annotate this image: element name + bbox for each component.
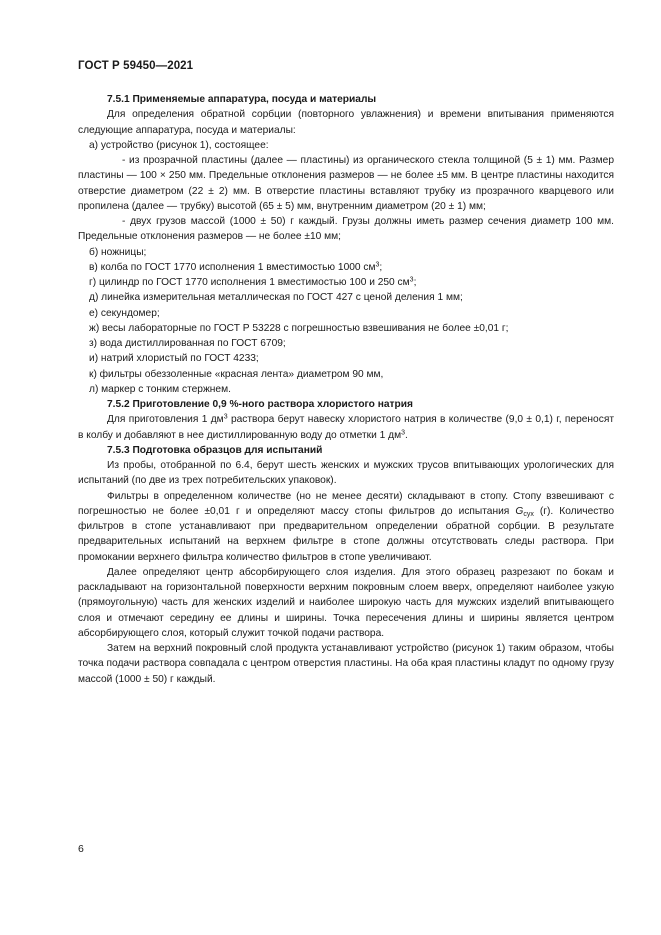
list-subitem: - из прозрачной пластины (далее — пластины) из органического стекла толщиной (5 ± 1) мм. Размер пластины — 100 × 250 мм. Предельные отклонения размеров — не более ±5 мм. В центре пластины находится отверстие диаметром (22 ± 2) мм. В отверстие пластины вставляют трубку из прозрачного кварцевого или пропилена (далее — трубку) высотой (65 ± 5) мм, внутренним диаметром (20 ± 1) мм; (78, 155, 614, 212)
paragraph: Для определения обратной сорбции (повторного увлажнения) и времени впитывания применяются следующие аппаратура, посуда и материалы: (78, 109, 614, 136)
paragraph: Фильтры в определенном количестве (но не менее десяти) складывают в стопу. Стопу взвешивают с погрешностью не более ±0,01 г и определяют массу стопы фильтров до испытания $G_{сух}$ (г). Количество фильтров в стопе устанавливают при предварительном определении обратной сорбции. В результате предварительных испытаний на верхнем фильтре в стопе должны отсутствовать следы раствора. При промокании верхнего фильтра количество фильтров в стопе увеличивают. (78, 490, 614, 563)
paragraph: Из пробы, отобранной по 6.4, берут шесть женских и мужских трусов впитывающих урологических для испытаний (по две из трех потребительских упаковок). (78, 460, 614, 487)
list-item: ж) весы лабораторные по ГОСТ Р 53228 с погрешностью взвешивания не более ±0,01 г; (89, 322, 509, 334)
list-item: е) секундомер; (89, 307, 160, 319)
list-item: г) цилиндр по ГОСТ 1770 исполнения 1 вместимостью 100 и 250 $см^3$; (89, 276, 417, 288)
list-item: в) колба по ГОСТ 1770 исполнения 1 вместимостью 1000 $см^3$; (89, 261, 383, 273)
list-subitem: - двух грузов массой (1000 ± 50) г каждый. Грузы должны иметь размер сечения диаметр 100 мм. Предельные отклонения размеров — не более ±10 мм; (78, 216, 614, 243)
list-item: к) фильтры обеззоленные «красная лента» диаметром 90 мм, (89, 368, 384, 380)
list-item: б) ножницы; (89, 246, 147, 258)
list-item: л) маркер с тонким стержнем. (89, 383, 231, 395)
list-item: з) вода дистиллированная по ГОСТ 6709; (89, 338, 286, 349)
paragraph: Далее определяют центр абсорбирующего слоя изделия. Для этого образец разрезают по бокам и раскладывают на горизонтальной поверхности верхним покровным слоем вверх, определяют наиболее узкую (прямоугольную) часть для женских изделий и наиболее широкую часть для мужских изделий впитывающего слоя и отмечают середину ее длины и ширины. Точка пересечения длины и ширины является центром абсорбирующего слоя, который служит точкой подачи раствора. (78, 566, 614, 639)
section-title-7-5-3: 7.5.3 Подготовка образцов для испытаний (107, 444, 323, 456)
paragraph: Для приготовления 1 $дм^3$ раствора берут навеску хлористого натрия в количестве (9,0 ± 0,1) г, переносят в колбу и добавляют в нее дистиллированную воду до отметки 1 $дм^3$. (78, 413, 614, 441)
document-body (78, 92, 614, 687)
section-title-7-5-1: 7.5.1 Применяемые аппаратура, посуда и материалы (107, 94, 377, 105)
list-item: а) устройство (рисунок 1), состоящее: (89, 139, 269, 151)
list-item: д) линейка измерительная металлическая по ГОСТ 427 с ценой деления 1 мм; (89, 292, 463, 304)
document-header: ГОСТ Р 59450—2021 (78, 60, 194, 72)
paragraph: Затем на верхний покровный слой продукта устанавливают устройство (рисунок 1) таким образом, чтобы точка подачи раствора совпадала с центром отверстия пластины. На оба края пластины кладут по одному грузу массой (1000 ± 50) г каждый. (78, 643, 614, 685)
section-title-7-5-2: 7.5.2 Приготовление 0,9 %-ного раствора хлористого натрия (107, 399, 413, 410)
page-number: 6 (78, 843, 84, 855)
list-item: и) натрий хлористый по ГОСТ 4233; (89, 353, 259, 365)
